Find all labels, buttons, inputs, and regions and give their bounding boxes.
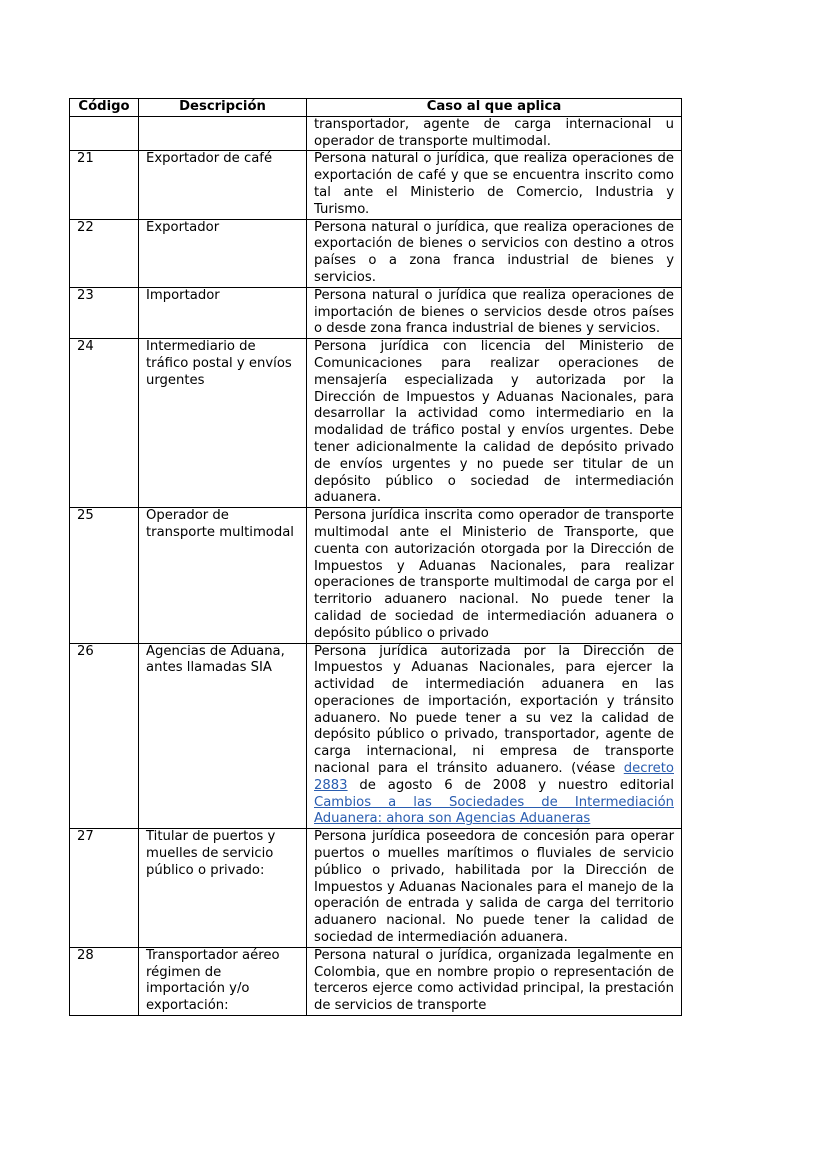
cell-applies: Persona natural o jurídica, que realiza operaciones de exportación de bienes o servicios con destino a otros países o a zona franca industrial de bienes y servicios. — [307, 219, 682, 287]
decree-link[interactable]: decreto 2883 — [314, 761, 674, 793]
cell-code: 22 — [70, 219, 139, 287]
table-row — [70, 151, 682, 219]
table-row — [70, 643, 682, 829]
table-row-continuation — [70, 116, 682, 151]
cell-applies: Persona jurídica poseedora de concesión para operar puertos o muelles marítimos o fluviales de servicio público o privado, habilitada por la Dirección de Impuestos y Aduanas Nacionales para el manejo de la operación de entrada y salida de carga del territorio aduanero nacional. No puede tener la calidad de sociedad de intermediación aduanera. — [307, 829, 682, 948]
cell-description: Exportador de café — [139, 151, 307, 219]
editorial-link[interactable]: Cambios a las Sociedades de Intermediación Aduanera: ahora son Agencias Aduaneras — [314, 794, 674, 827]
cell-applies: Persona natural o jurídica, que realiza operaciones de exportación de café y que se encuentra inscrito como tal ante el Ministerio de Comercio, Industria y Turismo. — [307, 151, 682, 219]
cell-description: Transportador aéreo régimen de importación y/o exportación: — [139, 947, 307, 1015]
cell-description — [139, 116, 307, 151]
cell-description: Agencias de Aduana, antes llamadas SIA — [139, 643, 307, 829]
cell-applies: Persona natural o jurídica, organizada legalmente en Colombia, que en nombre propio o representación de terceros ejerce como actividad principal, la prestación de servicios de transporte — [307, 947, 682, 1015]
cell-code: 28 — [70, 947, 139, 1015]
table-row — [70, 287, 682, 338]
codes-table — [69, 98, 682, 1016]
cell-applies — [307, 643, 682, 829]
cell-description: Exportador — [139, 219, 307, 287]
table-row — [70, 829, 682, 948]
cell-code — [70, 116, 139, 151]
cell-applies: Persona jurídica con licencia del Ministerio de Comunicaciones para realizar operaciones de mensajería especializada y autorizada por la Dirección de Impuestos y Aduanas Nacionales, para desarrollar la actividad como intermediario en la modalidad de tráfico postal y envíos urgentes. Debe tener adicionalmente la calidad de depósito privado de envíos urgentes y no puede ser titular de un depósito público o sociedad de intermediación aduanera. — [307, 339, 682, 508]
cell-code: 24 — [70, 339, 139, 508]
header-applies: Caso al que aplica — [307, 99, 682, 117]
cell-description: Intermediario de tráfico postal y envíos urgentes — [139, 339, 307, 508]
table-row — [70, 219, 682, 287]
cell-code: 23 — [70, 287, 139, 338]
cell-code: 27 — [70, 829, 139, 948]
applies-text-mid: de agosto 6 de 2008 y nuestro editorial — [347, 777, 674, 793]
header-description: Descripción — [139, 99, 307, 117]
cell-code: 21 — [70, 151, 139, 219]
applies-text: Persona jurídica autorizada por la Dirección de Impuestos y Aduanas Nacionales, para ejercer la actividad de intermediación aduanera en las operaciones de importación, exportación y tránsito aduanero. No puede tener a su vez la calidad de depósito público o privado, transportador, agente de carga internacional, ni empresa de transporte nacional para el tránsito aduanero. (véase — [314, 643, 674, 777]
cell-applies: Persona jurídica inscrita como operador de transporte multimodal ante el Ministerio de Transporte, que cuenta con autorización otorgada por la Dirección de Impuestos y Aduanas Nacionales, para realizar operaciones de transporte multimodal de carga por el territorio aduanero nacional. No puede tener la calidad de sociedad de intermediación aduanera o depósito público o privado — [307, 508, 682, 643]
table-header-row — [70, 99, 682, 117]
table-row — [70, 947, 682, 1015]
cell-applies: Persona natural o jurídica que realiza operaciones de importación de bienes o servicios desde otros países o desde zona franca industrial de bienes y servicios. — [307, 287, 682, 338]
table-row — [70, 508, 682, 643]
table-row — [70, 339, 682, 508]
cell-code: 25 — [70, 508, 139, 643]
cell-description: Importador — [139, 287, 307, 338]
cell-applies: transportador, agente de carga internacional u operador de transporte multimodal. — [307, 116, 682, 151]
cell-description: Titular de puertos y muelles de servicio público o privado: — [139, 829, 307, 948]
header-code: Código — [70, 99, 139, 117]
cell-code: 26 — [70, 643, 139, 829]
cell-description: Operador de transporte multimodal — [139, 508, 307, 643]
